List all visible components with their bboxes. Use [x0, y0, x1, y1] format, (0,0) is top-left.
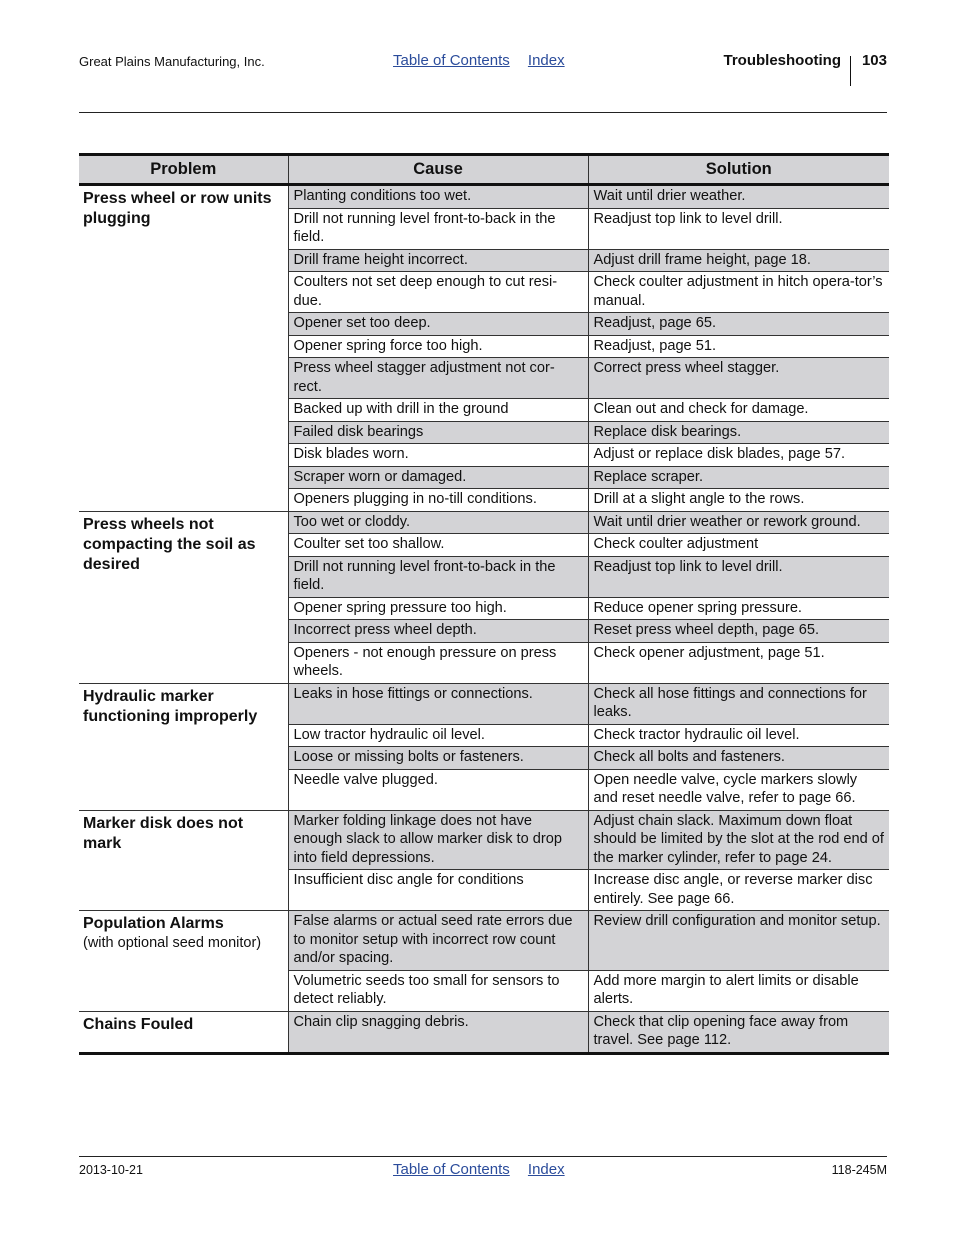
- problem-cell: [79, 511, 288, 683]
- cause-cell: Incorrect press wheel depth.: [288, 620, 588, 643]
- cause-cell: Opener spring pressure too high.: [288, 597, 588, 620]
- troubleshooting-table: [79, 153, 889, 1055]
- problem-cell: [79, 185, 288, 512]
- problem-cell: [79, 683, 288, 810]
- header-index-link[interactable]: Index: [527, 52, 565, 69]
- problem-text: Press wheels not compacting the soil as desired: [83, 515, 256, 573]
- table-row: [79, 911, 889, 971]
- solution-cell: Adjust chain slack. Maximum down float should be limited by the slot at the rod end of the marker cylinder, refer to page 24.: [588, 810, 889, 870]
- problem-text: Press wheel or row units plugging: [83, 190, 272, 227]
- cause-cell: Drill frame height incorrect.: [288, 249, 588, 272]
- solution-cell: Check all hose fittings and connections for leaks.: [588, 683, 889, 724]
- solution-cell: Add more margin to alert limits or disable alerts.: [588, 970, 889, 1011]
- footer-rule: [79, 1156, 887, 1157]
- problem-text: Population Alarms: [83, 915, 224, 932]
- solution-cell: Review drill configuration and monitor setup.: [588, 911, 889, 971]
- cause-cell: Planting conditions too wet.: [288, 185, 588, 209]
- cause-cell: Marker folding linkage does not have enough slack to allow marker disk to drop into field depressions.: [288, 810, 588, 870]
- cause-cell: Opener set too deep.: [288, 313, 588, 336]
- table-header-row: [79, 155, 889, 185]
- header-toc-link[interactable]: Table of Contents: [393, 52, 510, 69]
- table-row: [79, 511, 889, 534]
- solution-cell: Readjust, page 51.: [588, 335, 889, 358]
- problem-cell: [79, 1011, 288, 1053]
- solution-column-header: Solution: [588, 155, 889, 185]
- document-number: 118-245M: [831, 1163, 887, 1177]
- problem-text: Marker disk does not mark: [83, 814, 244, 852]
- cause-cell: Disk blades worn.: [288, 444, 588, 467]
- solution-cell: Wait until drier weather.: [588, 185, 889, 209]
- solution-cell: Check tractor hydraulic oil level.: [588, 724, 889, 747]
- cause-cell: Press wheel stagger adjustment not cor-rect.: [288, 358, 588, 399]
- solution-cell: Wait until drier weather or rework ground.: [588, 511, 889, 534]
- cause-cell: Openers - not enough pressure on press wheels.: [288, 642, 588, 683]
- solution-cell: Adjust or replace disk blades, page 57.: [588, 444, 889, 467]
- table-row: [79, 810, 889, 870]
- solution-cell: Open needle valve, cycle markers slowly and reset needle valve, refer to page 66.: [588, 769, 889, 810]
- table-row: [79, 683, 889, 724]
- problem-cell: [79, 911, 288, 1012]
- cause-cell: False alarms or actual seed rate errors due to monitor setup with incorrect row count and/or spacing.: [288, 911, 588, 971]
- cause-cell: Drill not running level front-to-back in the field.: [288, 556, 588, 597]
- footer-toc-link[interactable]: Table of Contents: [393, 1161, 510, 1178]
- cause-cell: Low tractor hydraulic oil level.: [288, 724, 588, 747]
- cause-cell: Too wet or cloddy.: [288, 511, 588, 534]
- solution-cell: Clean out and check for damage.: [588, 399, 889, 422]
- problem-text: Hydraulic marker functioning improperly: [83, 687, 258, 725]
- table-row: [79, 185, 889, 209]
- solution-cell: Reset press wheel depth, page 65.: [588, 620, 889, 643]
- problem-column-header: Problem: [79, 155, 288, 185]
- solution-cell: Increase disc angle, or reverse marker disc entirely. See page 66.: [588, 870, 889, 911]
- cause-cell: Chain clip snagging debris.: [288, 1011, 588, 1053]
- page-number: 103: [861, 52, 887, 69]
- solution-cell: Readjust top link to level drill.: [588, 556, 889, 597]
- header-nav: [393, 52, 579, 69]
- cause-cell: Failed disk bearings: [288, 421, 588, 444]
- cause-cell: Leaks in hose fittings or connections.: [288, 683, 588, 724]
- header-divider: [850, 56, 851, 86]
- table-row: [79, 1011, 889, 1053]
- solution-cell: Reduce opener spring pressure.: [588, 597, 889, 620]
- problem-note: (with optional seed monitor): [83, 935, 262, 951]
- solution-cell: Check all bolts and fasteners.: [588, 747, 889, 770]
- problem-cell: [79, 810, 288, 911]
- solution-cell: Replace disk bearings.: [588, 421, 889, 444]
- solution-cell: Readjust top link to level drill.: [588, 208, 889, 249]
- solution-cell: Adjust drill frame height, page 18.: [588, 249, 889, 272]
- solution-cell: Drill at a slight angle to the rows.: [588, 489, 889, 512]
- company-name: Great Plains Manufacturing, Inc.: [79, 54, 265, 69]
- solution-cell: Check coulter adjustment: [588, 534, 889, 557]
- cause-cell: Volumetric seeds too small for sensors to detect reliably.: [288, 970, 588, 1011]
- footer-index-link[interactable]: Index: [527, 1161, 565, 1178]
- solution-cell: Replace scraper.: [588, 466, 889, 489]
- solution-cell: Check coulter adjustment in hitch opera-tor’s manual.: [588, 272, 889, 313]
- solution-cell: Correct press wheel stagger.: [588, 358, 889, 399]
- footer-date: 2013-10-21: [79, 1163, 143, 1177]
- cause-cell: Coulter set too shallow.: [288, 534, 588, 557]
- cause-cell: Coulters not set deep enough to cut resi-due.: [288, 272, 588, 313]
- cause-cell: Drill not running level front-to-back in the field.: [288, 208, 588, 249]
- problem-text: Chains Fouled: [83, 1015, 194, 1033]
- solution-cell: Check that clip opening face away from travel. See page 112.: [588, 1011, 889, 1053]
- cause-cell: Backed up with drill in the ground: [288, 399, 588, 422]
- cause-column-header: Cause: [288, 155, 588, 185]
- page-header: [79, 52, 887, 88]
- cause-cell: Opener spring force too high.: [288, 335, 588, 358]
- cause-cell: Insufficient disc angle for conditions: [288, 870, 588, 911]
- footer-nav: [393, 1161, 579, 1178]
- solution-cell: Readjust, page 65.: [588, 313, 889, 336]
- cause-cell: Needle valve plugged.: [288, 769, 588, 810]
- cause-cell: Scraper worn or damaged.: [288, 466, 588, 489]
- cause-cell: Openers plugging in no-till conditions.: [288, 489, 588, 512]
- table-body: [79, 185, 889, 1054]
- solution-cell: Check opener adjustment, page 51.: [588, 642, 889, 683]
- section-title: Troubleshooting: [723, 52, 841, 69]
- cause-cell: Loose or missing bolts or fasteners.: [288, 747, 588, 770]
- header-rule: [79, 112, 887, 113]
